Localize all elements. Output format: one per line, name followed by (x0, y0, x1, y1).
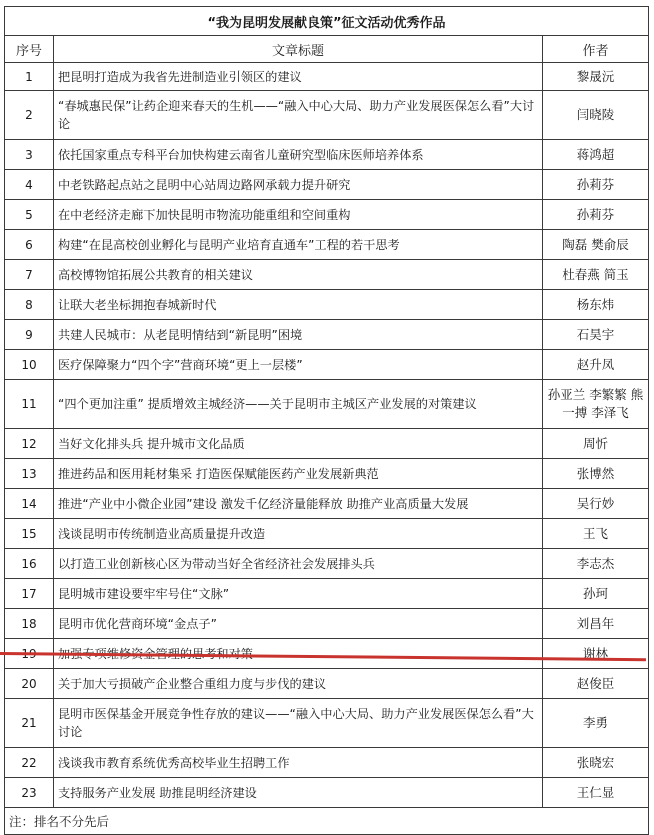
row-number: 5 (5, 200, 54, 230)
row-author: 杜春燕 简玉 (543, 260, 649, 290)
rows-body (5, 63, 649, 808)
row-number: 1 (5, 63, 54, 91)
table-row (5, 170, 649, 200)
row-author: 王仁显 (543, 778, 649, 808)
row-title: 在中老经济走廊下加快昆明市物流功能重组和空间重构 (54, 200, 543, 230)
row-number: 14 (5, 489, 54, 519)
row-number: 8 (5, 290, 54, 320)
row-number: 22 (5, 748, 54, 778)
row-number: 18 (5, 609, 54, 639)
document-sheet (4, 6, 648, 835)
row-title: 中老铁路起点站之昆明中心站周边路网承载力提升研究 (54, 170, 543, 200)
table-row (5, 669, 649, 699)
row-author: 吴行妙 (543, 489, 649, 519)
footnote: 注：排名不分先后 (5, 808, 649, 835)
row-number: 23 (5, 778, 54, 808)
row-title: 昆明市医保基金开展竞争性存放的建议——“融入中心大局、助力产业发展医保怎么看”大讨论 (54, 699, 543, 748)
row-author: 孙莉芬 (543, 170, 649, 200)
table-row (5, 350, 649, 380)
row-title: 支持服务产业发展 助推昆明经济建设 (54, 778, 543, 808)
row-title: 浅谈昆明市传统制造业高质量提升改造 (54, 519, 543, 549)
table-row (5, 579, 649, 609)
header-row (5, 36, 649, 63)
row-title: 浅谈我市教育系统优秀高校毕业生招聘工作 (54, 748, 543, 778)
row-title: 共建人民城市：从老昆明情结到“新昆明”困境 (54, 320, 543, 350)
row-author: 黎晟沅 (543, 63, 649, 91)
table-row (5, 230, 649, 260)
row-title: 关于加大亏损破产企业整合重组力度与步伐的建议 (54, 669, 543, 699)
row-title: 以打造工业创新核心区为带动当好全省经济社会发展排头兵 (54, 549, 543, 579)
row-title: 依托国家重点专科平台加快构建云南省儿童研究型临床医师培养体系 (54, 140, 543, 170)
table-row (5, 429, 649, 459)
row-number: 7 (5, 260, 54, 290)
row-title: 推进“产业中小微企业园”建设 激发千亿经济量能释放 助推产业高质量大发展 (54, 489, 543, 519)
table-row (5, 459, 649, 489)
row-number: 15 (5, 519, 54, 549)
table-row (5, 91, 649, 140)
row-author: 赵升凤 (543, 350, 649, 380)
table-row (5, 748, 649, 778)
row-author: 张博然 (543, 459, 649, 489)
row-title: 当好文化排头兵 提升城市文化品质 (54, 429, 543, 459)
row-title: 构建“在昆高校创业孵化与昆明产业培育直通车”工程的若干思考 (54, 230, 543, 260)
header-author: 作者 (543, 36, 649, 63)
row-title: 医疗保障聚力“四个字”营商环境“更上一层楼” (54, 350, 543, 380)
table-row (5, 519, 649, 549)
table-title: “我为昆明发展献良策”征文活动优秀作品 (5, 7, 649, 36)
row-title: “四个更加注重” 提质增效主城经济——关于昆明市主城区产业发展的对策建议 (54, 380, 543, 429)
row-title: 昆明城市建设要牢牢号住“文脉” (54, 579, 543, 609)
table-row (5, 489, 649, 519)
table-row (5, 609, 649, 639)
row-author: 孙亚兰 李繁繁 熊一搏 李泽飞 (543, 380, 649, 429)
row-title: “春城惠民保”让药企迎来春天的生机——“融入中心大局、助力产业发展医保怎么看”大讨论 (54, 91, 543, 140)
row-number: 4 (5, 170, 54, 200)
title-row (5, 7, 649, 36)
row-number: 11 (5, 380, 54, 429)
row-author: 石昊宇 (543, 320, 649, 350)
works-table (4, 6, 649, 835)
table-row (5, 699, 649, 748)
row-author: 张晓宏 (543, 748, 649, 778)
table-row (5, 380, 649, 429)
table-row (5, 200, 649, 230)
row-author: 李志杰 (543, 549, 649, 579)
table-row (5, 260, 649, 290)
row-author: 李勇 (543, 699, 649, 748)
row-author: 王飞 (543, 519, 649, 549)
row-title: 把昆明打造成为我省先进制造业引领区的建议 (54, 63, 543, 91)
row-number: 6 (5, 230, 54, 260)
row-author: 孙珂 (543, 579, 649, 609)
row-number: 20 (5, 669, 54, 699)
row-number: 9 (5, 320, 54, 350)
header-article: 文章标题 (54, 36, 543, 63)
header-no: 序号 (5, 36, 54, 63)
table-row (5, 140, 649, 170)
row-author: 刘昌年 (543, 609, 649, 639)
table-row (5, 778, 649, 808)
row-number: 10 (5, 350, 54, 380)
row-title: 推进药品和医用耗材集采 打造医保赋能医药产业发展新典范 (54, 459, 543, 489)
row-number: 17 (5, 579, 54, 609)
row-author: 孙莉芬 (543, 200, 649, 230)
row-number: 21 (5, 699, 54, 748)
row-author: 杨东炜 (543, 290, 649, 320)
table-row (5, 63, 649, 91)
row-title: 高校博物馆拓展公共教育的相关建议 (54, 260, 543, 290)
row-number: 13 (5, 459, 54, 489)
row-number: 3 (5, 140, 54, 170)
row-author: 闫晓陵 (543, 91, 649, 140)
row-author: 陶磊 樊俞辰 (543, 230, 649, 260)
row-author: 蒋鸿超 (543, 140, 649, 170)
row-number: 16 (5, 549, 54, 579)
row-title: 让联大老坐标拥抱春城新时代 (54, 290, 543, 320)
row-author: 赵俊臣 (543, 669, 649, 699)
table-row (5, 290, 649, 320)
table-row (5, 320, 649, 350)
row-title: 昆明市优化营商环境“金点子” (54, 609, 543, 639)
row-number: 2 (5, 91, 54, 140)
table-row (5, 549, 649, 579)
row-author: 周忻 (543, 429, 649, 459)
row-number: 12 (5, 429, 54, 459)
row-author: 谢林 (543, 639, 649, 669)
note-row (5, 808, 649, 835)
